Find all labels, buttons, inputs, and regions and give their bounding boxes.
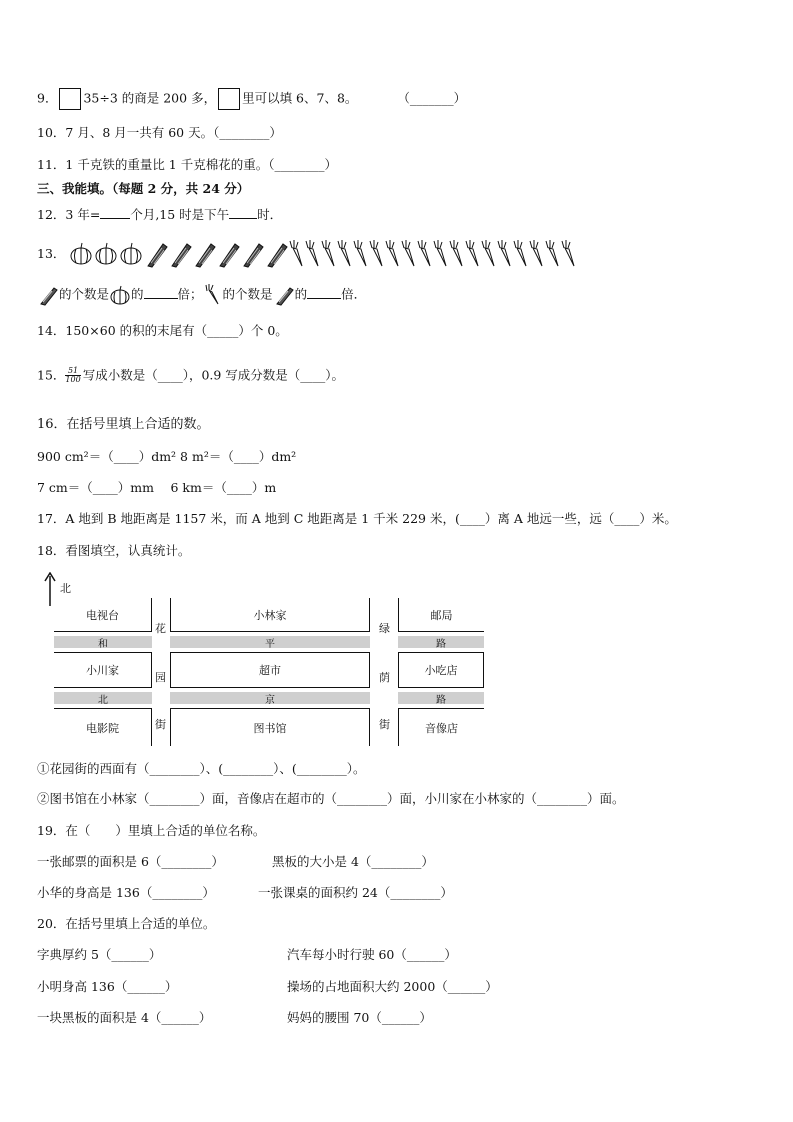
corn-icon — [216, 240, 240, 268]
carrot-icon — [384, 240, 400, 268]
question-19-d: 一张课桌的面积约 24（________） — [258, 885, 453, 900]
carrot-icon — [352, 240, 368, 268]
answer-blank[interactable] — [144, 286, 178, 299]
question-20-d: 操场的占地面积大约 2000（______） — [287, 979, 498, 994]
corn-icon — [273, 284, 295, 306]
street-label: 园 — [155, 671, 166, 684]
street-label: 街 — [379, 718, 390, 731]
map-block-cinema: 电影院 — [54, 708, 152, 746]
carrot-icon — [368, 240, 384, 268]
carrot-icon — [544, 240, 560, 268]
map-block-tv-station: 电视台 — [54, 598, 152, 632]
answer-blank[interactable] — [307, 286, 341, 299]
question-19-c: 小华的身高是 136（________） — [37, 885, 215, 900]
carrot-icon — [432, 240, 448, 268]
carrot-icon — [560, 240, 576, 268]
question-19: 19．在（ ）里填上合适的单位名称。 — [37, 823, 266, 838]
pumpkin-icon — [109, 284, 131, 306]
street-label: 街 — [155, 718, 166, 731]
map-block-video-store: 音像店 — [398, 708, 484, 746]
carrot-icon — [464, 240, 480, 268]
question-15: 15． $\frac{51}{100}$ 写成小数是（____），0.9 写成分数是（____）。 — [37, 366, 345, 384]
carrot-icon — [480, 240, 496, 268]
road-label: 路 — [398, 636, 484, 648]
answer-paren[interactable]: （_______） — [397, 90, 467, 106]
carrot-icon — [512, 240, 528, 268]
question-13: 13． — [37, 240, 576, 270]
question-12: 12．3 年= 个月,15 时是下午 时． — [37, 207, 283, 222]
answer-box[interactable] — [59, 88, 81, 110]
question-18-sub2: ②图书馆在小林家（________）面，音像店在超市的（________）面，小川家在小林家的（________）面。 — [37, 791, 625, 806]
map-diagram — [40, 572, 490, 750]
carrot-icon — [304, 240, 320, 268]
question-11: 11．1 千克铁的重量比 1 千克棉花的重。（________） — [37, 157, 337, 172]
carrot-icon — [400, 240, 416, 268]
road-label: 北 — [54, 692, 152, 704]
corn-icon — [37, 284, 59, 306]
map-block-post-office: 邮局 — [398, 598, 484, 632]
north-label: 北 — [60, 582, 71, 595]
question-18-sub1: ①花园街的西面有（________）、(________）、(________）。 — [37, 761, 366, 776]
map-block-snack-shop: 小吃店 — [398, 652, 484, 688]
carrot-icon — [496, 240, 512, 268]
question-18: 18．看图填空，认真统计。 — [37, 543, 191, 558]
question-17: 17．A 地到 B 地距离是 1157 米，而 A 地到 C 地距离是 1 千米 229 米，(____）离 A 地远一些，远（____）米。 — [37, 511, 677, 526]
carrot-icon — [320, 240, 336, 268]
question-20-c: 小明身高 136（______） — [37, 979, 178, 994]
map-block-library: 图书馆 — [170, 708, 370, 746]
pumpkin-icon — [119, 240, 144, 268]
question-13-line2: 的个数是 的 倍； 的个数是 的 倍． — [37, 284, 366, 306]
corn-icon — [264, 240, 288, 268]
question-19-b: 黑板的大小是 4（________） — [272, 854, 434, 869]
carrot-icon — [203, 284, 223, 306]
question-14: 14．150×60 的积的末尾有（_____）个 0。 — [37, 323, 288, 338]
answer-blank[interactable] — [229, 206, 257, 219]
carrot-icon — [448, 240, 464, 268]
carrot-icon — [288, 240, 304, 268]
pumpkin-icon — [69, 240, 94, 268]
road-label: 路 — [398, 692, 484, 704]
section-title: 三、我能填。（每题 2 分，共 24 分） — [37, 181, 250, 196]
map-block-xiaolin-home: 小林家 — [170, 598, 370, 632]
street-label: 花 — [155, 622, 166, 635]
road-label: 平 — [170, 636, 370, 648]
street-label: 荫 — [379, 671, 390, 684]
map-block-supermarket: 超市 — [170, 652, 370, 688]
question-20-a: 字典厚约 5（______） — [37, 947, 162, 962]
carrot-icon — [416, 240, 432, 268]
question-10: 10．7 月、8 月一共有 60 天。（________） — [37, 125, 282, 140]
question-19-a: 一张邮票的面积是 6（________） — [37, 854, 224, 869]
answer-box[interactable] — [218, 88, 240, 110]
street-label: 绿 — [379, 622, 390, 635]
question-16-line2: 7 cm＝（____）mm 6 km＝（____）m — [37, 480, 277, 495]
icon-row — [69, 240, 576, 268]
carrot-icon — [528, 240, 544, 268]
question-20-b: 汽车每小时行驶 60（______） — [287, 947, 457, 962]
corn-icon — [168, 240, 192, 268]
answer-blank[interactable] — [100, 206, 130, 219]
fraction: $\frac{51}{100}$ — [65, 366, 81, 384]
question-16: 16．在括号里填上合适的数。 — [37, 417, 210, 432]
carrot-icon — [336, 240, 352, 268]
corn-icon — [192, 240, 216, 268]
road-label: 京 — [170, 692, 370, 704]
question-20-e: 一块黑板的面积是 4（______） — [37, 1010, 212, 1025]
map-block-xiaochuan-home: 小川家 — [54, 652, 152, 688]
corn-icon — [240, 240, 264, 268]
question-16-line1: 900 cm²＝（____）dm² 8 m²＝（____）dm² — [37, 449, 297, 464]
question-20: 20．在括号里填上合适的单位。 — [37, 916, 216, 931]
road-label: 和 — [54, 636, 152, 648]
corn-icon — [144, 240, 168, 268]
pumpkin-icon — [94, 240, 119, 268]
question-9: 9． 35÷3 的商是 200 多， 里可以填 6、7、8。 （_______） — [37, 88, 466, 110]
question-20-f: 妈妈的腰围 70（______） — [287, 1010, 432, 1025]
